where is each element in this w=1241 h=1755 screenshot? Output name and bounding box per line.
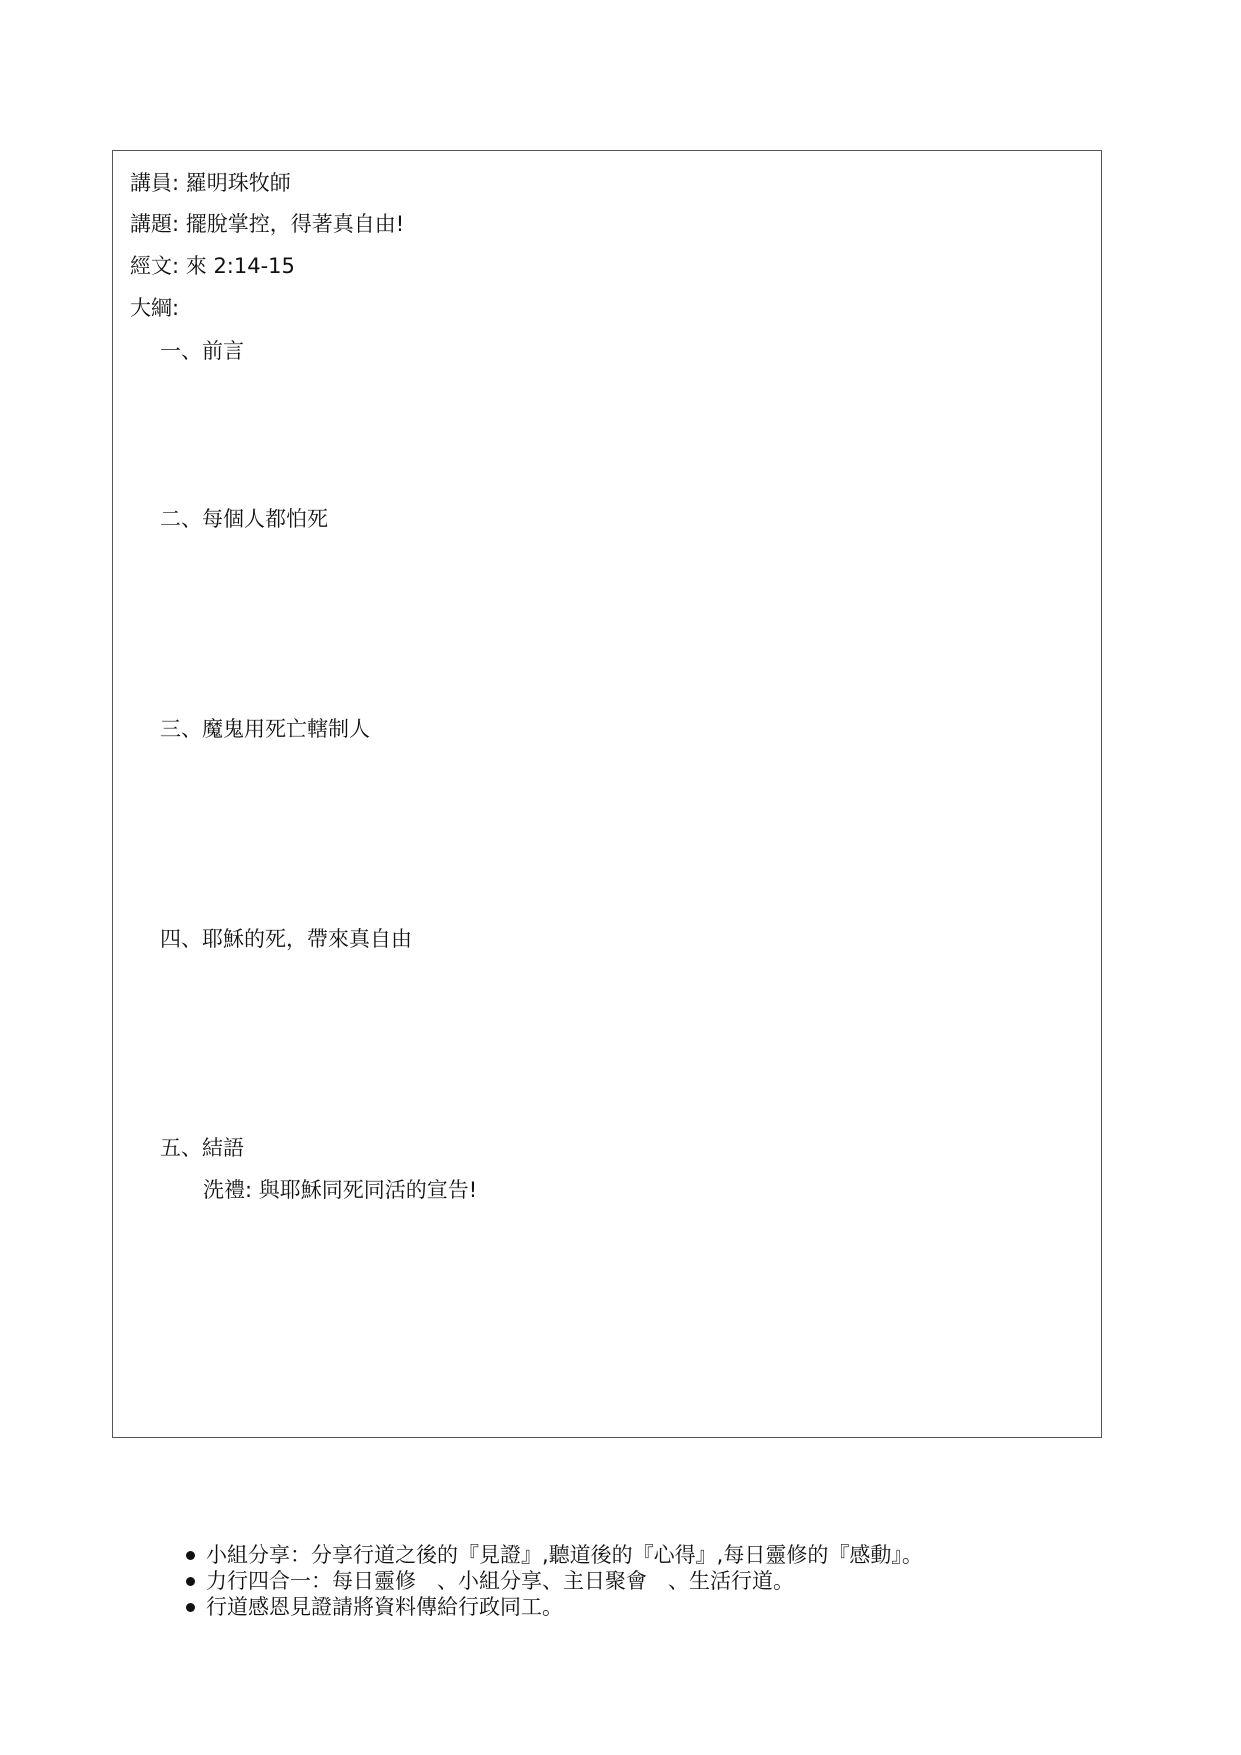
scripture-line — [130, 252, 295, 280]
note-text: 力行四合一：每日靈修 、小組分享、主日聚會 、生活行道。 — [206, 1569, 794, 1593]
bullet-icon — [186, 1603, 195, 1612]
outline-section-4: 四、耶穌的死，帶來真自由 — [160, 927, 412, 951]
conclusion-note: 洗禮: 與耶穌同死同活的宣告! — [203, 1178, 478, 1202]
speaker-label: 講員: — [130, 171, 180, 195]
topic-text: 擺脫掌控，得著真自由! — [185, 212, 405, 236]
topic-label: 講題: — [130, 212, 180, 236]
note-text: 小組分享：分享行道之後的『見證』,聽道後的『心得』,每日靈修的『感動』。 — [206, 1543, 923, 1567]
list-item — [180, 1594, 923, 1620]
scripture-reference: 來 2:14-15 — [185, 254, 295, 278]
notes-list — [180, 1542, 923, 1620]
outline-section-5: 五、結語 — [160, 1136, 244, 1160]
note-text: 行道感恩見證請將資料傳給行政同工。 — [206, 1595, 563, 1619]
outline-section-3: 三、魔鬼用死亡轄制人 — [160, 717, 370, 741]
bullet-icon — [186, 1551, 195, 1560]
sermon-outline-box — [112, 150, 1102, 1438]
outline-section-2: 二、每個人都怕死 — [160, 507, 328, 531]
topic-line — [130, 210, 404, 238]
speaker-line — [130, 169, 291, 197]
outline-label: 大綱: — [130, 296, 180, 320]
list-item — [180, 1542, 923, 1568]
bullet-icon — [186, 1577, 195, 1586]
list-item — [180, 1568, 923, 1594]
scripture-label: 經文: — [130, 254, 180, 278]
outline-section-1: 一、前言 — [160, 339, 244, 363]
speaker-name: 羅明珠牧師 — [185, 171, 291, 195]
